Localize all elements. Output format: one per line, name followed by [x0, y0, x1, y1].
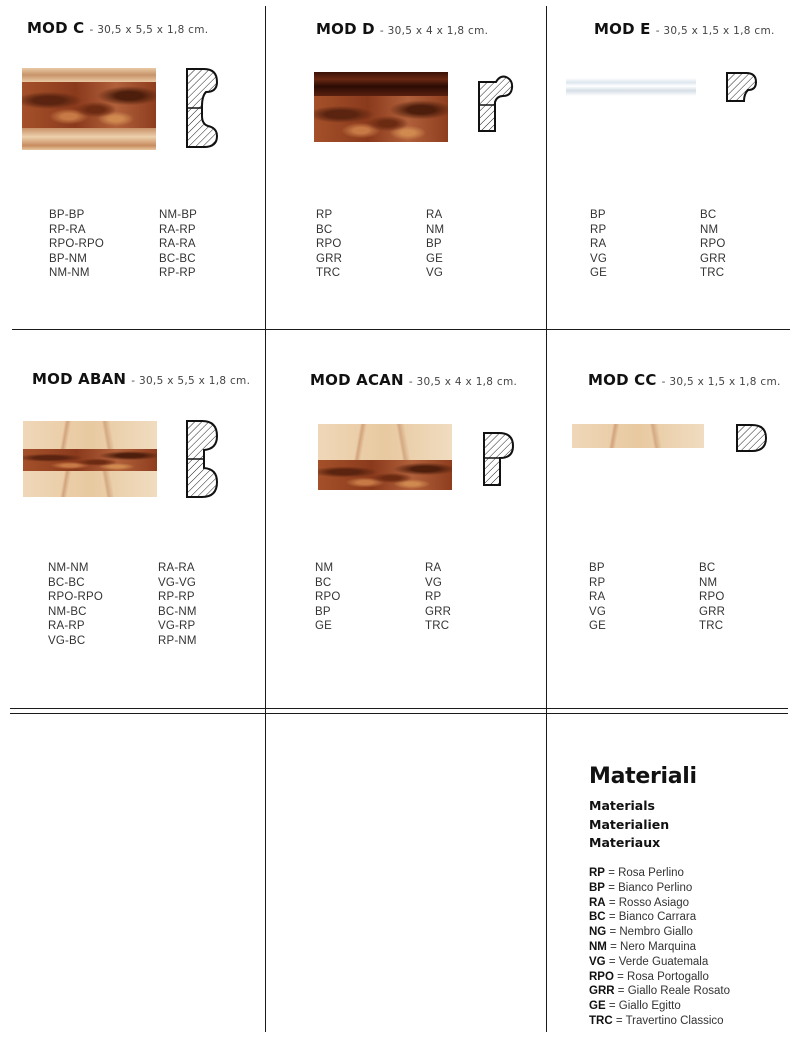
profile-section-icon [476, 72, 516, 134]
material-code-list [589, 561, 800, 634]
code-item: NM [699, 576, 718, 589]
code-item: BC [315, 576, 332, 589]
legend-code: NM [589, 940, 607, 953]
code-item: TRC [699, 620, 724, 633]
code-item: RPO-RPO [49, 238, 105, 251]
material-code-list [315, 561, 535, 634]
materials-legend [589, 866, 730, 1029]
horizontal-divider-bottom-2 [10, 713, 788, 714]
legend-material-name: Rosa Perlino [618, 867, 684, 879]
legend-item [589, 940, 730, 955]
code-item: BP-NM [49, 252, 88, 265]
code-item: BC-BC [159, 252, 196, 265]
code-item: RA-RP [48, 620, 85, 633]
profile-section-icon [724, 70, 760, 104]
legend-separator: = [617, 985, 625, 998]
code-item: GRR [425, 605, 452, 618]
legend-material-name: Bianco Carrara [618, 911, 697, 924]
legend-item [589, 925, 730, 940]
legend-material-name: Nembro Giallo [619, 926, 693, 939]
profile-section-icon [481, 430, 517, 488]
materials-subtitle-fr: Materiaux [589, 835, 661, 850]
module-name: MOD CC [588, 371, 657, 389]
code-item: RA [425, 562, 442, 574]
code-item: RA [589, 591, 606, 604]
legend-separator: = [608, 1000, 616, 1013]
materials-heading: Materiali [589, 764, 697, 789]
code-item: TRC [425, 620, 450, 633]
legend-separator: = [608, 867, 615, 879]
module-name: MOD ACAN [310, 371, 404, 389]
code-item: VG [426, 267, 444, 280]
material-code-list [49, 208, 269, 281]
horizontal-divider-top [12, 329, 790, 330]
code-item: BC [316, 223, 333, 236]
code-item: RA-RA [158, 562, 195, 574]
material-code-list [316, 208, 536, 281]
legend-code: RPO [589, 970, 614, 983]
code-item: NM-NM [49, 267, 90, 280]
marble-sample-image [318, 424, 452, 490]
legend-code: TRC [589, 1014, 613, 1027]
code-item: RPO [315, 591, 341, 604]
code-item: NM [700, 223, 719, 236]
legend-material-name: Rosso Asiago [618, 896, 690, 909]
code-item: NM [315, 562, 334, 574]
code-item: BP [590, 209, 606, 221]
legend-separator: = [609, 926, 617, 939]
material-code-list [590, 208, 800, 281]
code-item: GE [315, 620, 333, 633]
code-item: BP [426, 238, 442, 251]
code-item: VG-RP [158, 620, 196, 633]
module-title [27, 18, 208, 37]
code-item: RP-NM [158, 634, 197, 647]
code-item: RA [426, 209, 443, 221]
module-name: MOD ABAN [32, 370, 127, 388]
legend-item [589, 866, 730, 881]
code-item: NM [426, 223, 445, 236]
code-item: RP-RP [159, 267, 196, 280]
code-item: GE [590, 267, 608, 280]
legend-code: RP [589, 867, 605, 879]
vertical-divider-right [546, 6, 547, 1032]
legend-code: VG [589, 955, 606, 968]
legend-item [589, 1014, 730, 1029]
legend-separator: = [617, 970, 624, 983]
module-title [316, 19, 488, 38]
legend-code: GRR [589, 985, 615, 998]
horizontal-divider-bottom-1 [10, 708, 788, 709]
module-title [588, 370, 781, 389]
marble-sample-image [566, 78, 696, 96]
profile-section-icon [184, 66, 222, 150]
code-item: RP [425, 591, 442, 604]
code-item: BC-BC [48, 576, 85, 589]
module-name: MOD C [27, 19, 85, 37]
legend-material-name: Giallo Egitto [618, 1000, 681, 1013]
code-item: VG [589, 605, 607, 618]
code-item: GRR [699, 605, 726, 618]
code-item: NM-BC [48, 605, 87, 618]
code-item: RP [316, 209, 333, 221]
module-dimensions: - 30,5 x 1,5 x 1,8 cm. [661, 376, 781, 388]
legend-material-name: Verde Guatemala [618, 955, 709, 968]
code-item: VG-VG [158, 576, 197, 589]
marble-sample-image [314, 72, 448, 142]
code-item: BC [699, 562, 716, 574]
code-item: BC-NM [158, 605, 197, 618]
legend-separator: = [608, 911, 616, 924]
module-dimensions: - 30,5 x 4 x 1,8 cm. [408, 376, 518, 388]
legend-code: BP [589, 881, 605, 894]
legend-separator: = [615, 1014, 623, 1027]
code-item: RA-RP [159, 223, 196, 236]
legend-material-name: Bianco Perlino [618, 881, 693, 894]
code-item: RA [590, 238, 607, 251]
module-name: MOD E [594, 20, 651, 38]
module-dimensions: - 30,5 x 1,5 x 1,8 cm. [655, 25, 775, 37]
code-item: NM-NM [48, 562, 89, 574]
vertical-divider-left [265, 6, 266, 1032]
code-item: BP [589, 562, 605, 574]
code-item: GE [589, 620, 607, 633]
module-title [310, 370, 517, 389]
legend-item [589, 881, 730, 896]
legend-item [589, 910, 730, 925]
marble-sample-image [572, 424, 704, 448]
code-item: RP-RP [158, 591, 195, 604]
code-item: RPO [699, 591, 725, 604]
code-item: GRR [700, 252, 727, 265]
legend-item [589, 896, 730, 911]
code-item: VG [425, 576, 443, 589]
marble-sample-image [22, 68, 156, 150]
code-item: RPO [316, 238, 342, 251]
legend-item [589, 984, 730, 999]
legend-material-name: Nero Marquina [620, 940, 697, 953]
legend-material-name: Giallo Reale Rosato [627, 985, 730, 998]
code-item: NM-BP [159, 209, 198, 221]
code-item: RP [590, 223, 607, 236]
code-item: TRC [316, 267, 341, 280]
legend-code: BC [589, 911, 606, 924]
legend-material-name: Rosa Portogallo [627, 970, 709, 983]
module-dimensions: - 30,5 x 5,5 x 1,8 cm. [131, 375, 251, 387]
legend-separator: = [608, 955, 616, 968]
legend-code: NG [589, 926, 607, 939]
profile-section-icon [184, 418, 222, 500]
code-item: BP-BP [49, 209, 85, 221]
legend-code: GE [589, 1000, 606, 1013]
profile-section-icon [734, 422, 770, 454]
code-item: BC [700, 209, 717, 221]
material-code-list [48, 561, 268, 649]
legend-separator: = [610, 940, 617, 953]
code-item: TRC [700, 267, 725, 280]
code-item: BP [315, 605, 331, 618]
materials-subtitle-en: Materials [589, 798, 655, 813]
module-dimensions: - 30,5 x 5,5 x 1,8 cm. [89, 24, 209, 36]
code-item: VG [590, 252, 608, 265]
legend-code: RA [589, 896, 606, 909]
marble-sample-image [23, 421, 157, 497]
code-item: RP-RA [49, 223, 86, 236]
legend-separator: = [608, 896, 616, 909]
legend-material-name: Travertino Classico [625, 1014, 724, 1027]
code-item: RPO-RPO [48, 591, 104, 604]
legend-separator: = [608, 881, 615, 894]
code-item: GE [426, 252, 444, 265]
legend-item [589, 955, 730, 970]
legend-item [589, 999, 730, 1014]
materials-subtitle-de: Materialien [589, 817, 670, 832]
code-item: RA-RA [159, 238, 196, 251]
module-dimensions: - 30,5 x 4 x 1,8 cm. [379, 25, 489, 37]
module-name: MOD D [316, 20, 375, 38]
module-title [594, 19, 775, 38]
code-item: RPO [700, 238, 726, 251]
legend-item [589, 970, 730, 985]
module-title [32, 369, 250, 388]
code-item: VG-BC [48, 634, 86, 647]
code-item: RP [589, 576, 606, 589]
code-item: GRR [316, 252, 343, 265]
